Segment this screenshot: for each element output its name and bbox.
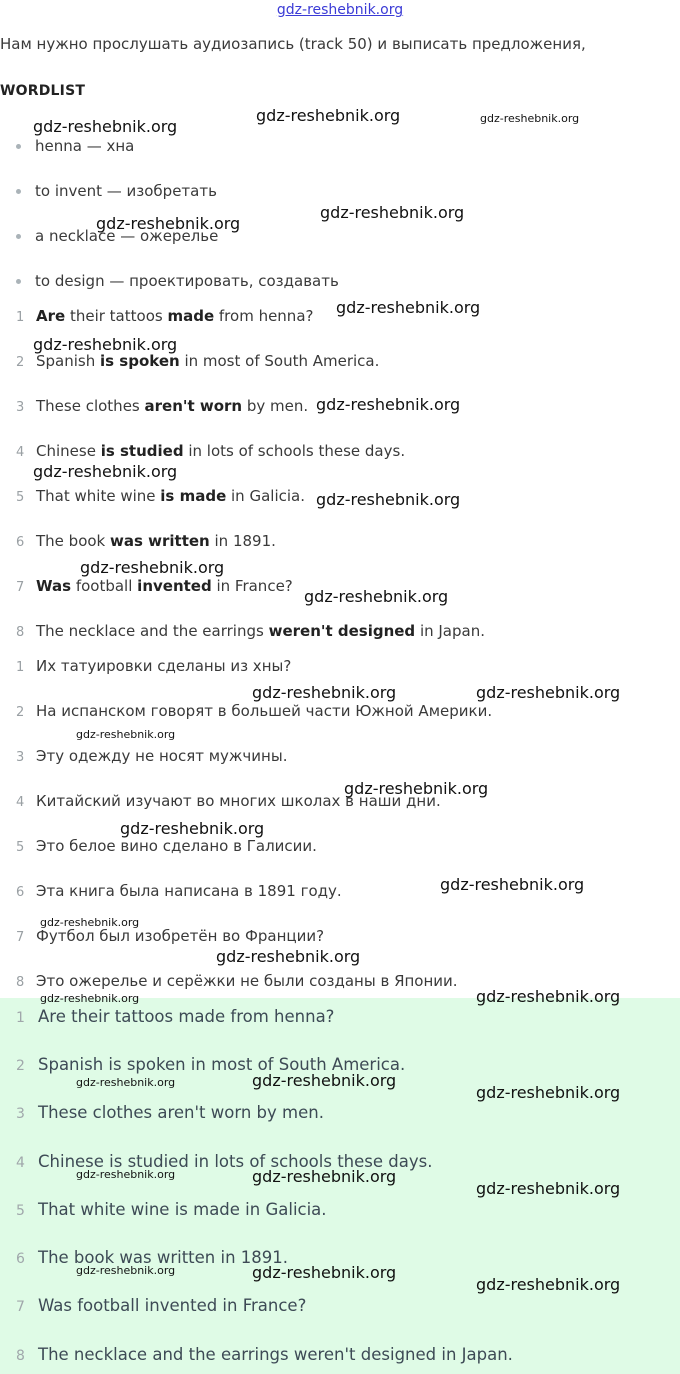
sentence-text: in 1891.: [209, 532, 276, 550]
english-sentence: [16, 442, 405, 460]
watermark-text: gdz-reshebnik.org: [476, 1083, 621, 1102]
english-sentence: [16, 352, 379, 370]
sentence-text: from henna?: [214, 307, 314, 325]
english-sentence: [16, 577, 293, 595]
passive-verb-highlight: made: [167, 307, 215, 325]
wordlist-item: to invent — изобретать: [16, 182, 217, 200]
watermark-text: gdz-reshebnik.org: [256, 106, 401, 125]
passive-verb-highlight: Are: [36, 307, 66, 325]
watermark-text: gdz-reshebnik.org: [252, 1263, 397, 1282]
passive-verb-highlight: weren't designed: [268, 622, 416, 640]
sentence-number: 6: [16, 885, 25, 900]
russian-sentence: [16, 657, 291, 675]
sentence-text: Spanish: [36, 352, 100, 370]
sentence-text: Это белое вино сделано в Галисии.: [36, 837, 317, 855]
sentence-text: in France?: [211, 577, 293, 595]
sentence-text: football: [71, 577, 138, 595]
sentence-number: 4: [16, 1155, 25, 1171]
watermark-text: gdz-reshebnik.org: [76, 1264, 176, 1277]
top-watermark-link[interactable]: gdz-reshebnik.org: [276, 2, 404, 18]
sentence-number: 1: [16, 660, 25, 675]
wordlist-item: to design — проектировать, создавать: [16, 272, 339, 290]
sentence-number: 2: [16, 355, 25, 370]
english-sentence: [16, 622, 485, 640]
watermark-text: gdz-reshebnik.org: [76, 728, 176, 741]
bullet-dot-icon: [16, 279, 21, 284]
watermark-text: gdz-reshebnik.org: [80, 558, 225, 577]
sentence-text: their tattoos: [65, 307, 168, 325]
sentence-number: 6: [16, 535, 25, 550]
bullet-dot-icon: [16, 189, 21, 194]
sentence-text: That white wine: [36, 487, 161, 505]
watermark-text: gdz-reshebnik.org: [216, 947, 361, 966]
watermark-text: gdz-reshebnik.org: [252, 1167, 397, 1186]
sentence-number: 6: [16, 1251, 25, 1267]
sentence-number: 1: [16, 1010, 25, 1026]
watermark-text: gdz-reshebnik.org: [120, 819, 265, 838]
watermark-text: gdz-reshebnik.org: [316, 490, 461, 509]
bullet-dot-icon: [16, 234, 21, 239]
sentence-text: Chinese: [36, 442, 101, 460]
sentence-number: 7: [16, 580, 25, 595]
watermark-text: gdz-reshebnik.org: [304, 587, 449, 606]
passive-verb-highlight: Was: [36, 577, 72, 595]
sentence-number: 8: [16, 1348, 25, 1364]
sentence-text: Эта книга была написана в 1891 году.: [36, 882, 342, 900]
sentence-number: 5: [16, 840, 25, 855]
sentence-text: The book was written in 1891.: [38, 1248, 289, 1267]
sentence-text: The necklace and the earrings weren't designed in Japan.: [38, 1345, 513, 1364]
watermark-text: gdz-reshebnik.org: [480, 112, 580, 125]
answer-sentence: [16, 1345, 513, 1364]
watermark-text: gdz-reshebnik.org: [40, 992, 140, 1005]
wordlist-heading: WORDLIST: [0, 83, 86, 99]
sentence-text: in most of South America.: [179, 352, 380, 370]
watermark-text: gdz-reshebnik.org: [476, 1275, 621, 1294]
sentence-number: 5: [16, 490, 25, 505]
watermark-text: gdz-reshebnik.org: [33, 117, 178, 136]
sentence-number: 7: [16, 1299, 25, 1315]
sentence-text: Эту одежду не носят мужчины.: [36, 747, 288, 765]
sentence-text: Spanish is spoken in most of South America.: [38, 1055, 406, 1074]
sentence-number: 8: [16, 625, 25, 640]
russian-sentence: [16, 747, 287, 765]
sentence-text: in lots of schools these days.: [183, 442, 406, 460]
watermark-text: gdz-reshebnik.org: [440, 875, 585, 894]
sentence-text: in Galicia.: [226, 487, 305, 505]
sentence-text: The necklace and the earrings: [36, 622, 269, 640]
sentence-text: Китайский изучают во многих школах в наши дни.: [36, 792, 441, 810]
sentence-number: 3: [16, 1106, 25, 1122]
watermark-text: gdz-reshebnik.org: [96, 214, 241, 233]
watermark-text: gdz-reshebnik.org: [40, 916, 140, 929]
sentence-text: На испанском говорят в большей части Южной Америки.: [36, 702, 493, 720]
passive-verb-highlight: was written: [110, 532, 210, 550]
sentence-number: 4: [16, 445, 25, 460]
wordlist-item: a necklace — ожерелье: [16, 227, 218, 245]
intro-text: Нам нужно прослушать аудиозапись (track 50) и выписать предложения,: [0, 35, 586, 53]
sentence-number: 1: [16, 310, 25, 325]
sentence-text: Это ожерелье и серёжки не были созданы в Японии.: [36, 972, 458, 990]
sentence-text: Их татуировки сделаны из хны?: [36, 657, 292, 675]
bullet-dot-icon: [16, 144, 21, 149]
sentence-text: by men.: [242, 397, 309, 415]
sentence-number: 5: [16, 1203, 25, 1219]
sentence-text: Was football invented in France?: [38, 1296, 307, 1315]
sentence-number: 2: [16, 1058, 25, 1074]
russian-sentence: [16, 927, 324, 945]
answer-sentence: [16, 1103, 324, 1122]
answer-sentence: [16, 1296, 306, 1315]
sentence-text: The book: [36, 532, 110, 550]
sentence-number: 2: [16, 705, 25, 720]
sentence-text: in Japan.: [415, 622, 485, 640]
sentence-text: These clothes: [36, 397, 145, 415]
passive-verb-highlight: is spoken: [100, 352, 180, 370]
watermark-text: gdz-reshebnik.org: [252, 1071, 397, 1090]
russian-sentence: [16, 702, 492, 720]
watermark-text: gdz-reshebnik.org: [76, 1076, 176, 1089]
watermark-text: gdz-reshebnik.org: [336, 298, 481, 317]
sentence-number: 8: [16, 975, 25, 990]
watermark-text: gdz-reshebnik.org: [76, 1168, 176, 1181]
passive-verb-highlight: aren't worn: [144, 397, 243, 415]
passive-verb-highlight: is studied: [100, 442, 184, 460]
sentence-text: Are their tattoos made from henna?: [38, 1007, 335, 1026]
answer-sentence: [16, 1007, 334, 1026]
russian-sentence: [16, 837, 317, 855]
sentence-text: That white wine is made in Galicia.: [38, 1200, 327, 1219]
wordlist-item: henna — хна: [16, 137, 134, 155]
sentence-number: 3: [16, 750, 25, 765]
watermark-text: gdz-reshebnik.org: [476, 683, 621, 702]
sentence-text: Футбол был изобретён во Франции?: [36, 927, 325, 945]
watermark-text: gdz-reshebnik.org: [33, 462, 178, 481]
russian-sentence: [16, 882, 342, 900]
english-sentence: [16, 487, 305, 505]
watermark-text: gdz-reshebnik.org: [33, 335, 178, 354]
sentence-text: These clothes aren't worn by men.: [38, 1103, 324, 1122]
watermark-text: gdz-reshebnik.org: [252, 683, 397, 702]
sentence-text: Chinese is studied in lots of schools these days.: [38, 1152, 433, 1171]
watermark-text: gdz-reshebnik.org: [344, 779, 489, 798]
watermark-text: gdz-reshebnik.org: [316, 395, 461, 414]
watermark-text: gdz-reshebnik.org: [320, 203, 465, 222]
english-sentence: [16, 532, 276, 550]
watermark-text: gdz-reshebnik.org: [476, 987, 621, 1006]
sentence-number: 7: [16, 930, 25, 945]
russian-sentence: [16, 972, 458, 990]
english-sentence: [16, 397, 308, 415]
passive-verb-highlight: invented: [137, 577, 212, 595]
english-sentence: [16, 307, 313, 325]
answer-sentence: [16, 1200, 327, 1219]
watermark-text: gdz-reshebnik.org: [476, 1179, 621, 1198]
passive-verb-highlight: is made: [160, 487, 227, 505]
sentence-number: 3: [16, 400, 25, 415]
sentence-number: 4: [16, 795, 25, 810]
